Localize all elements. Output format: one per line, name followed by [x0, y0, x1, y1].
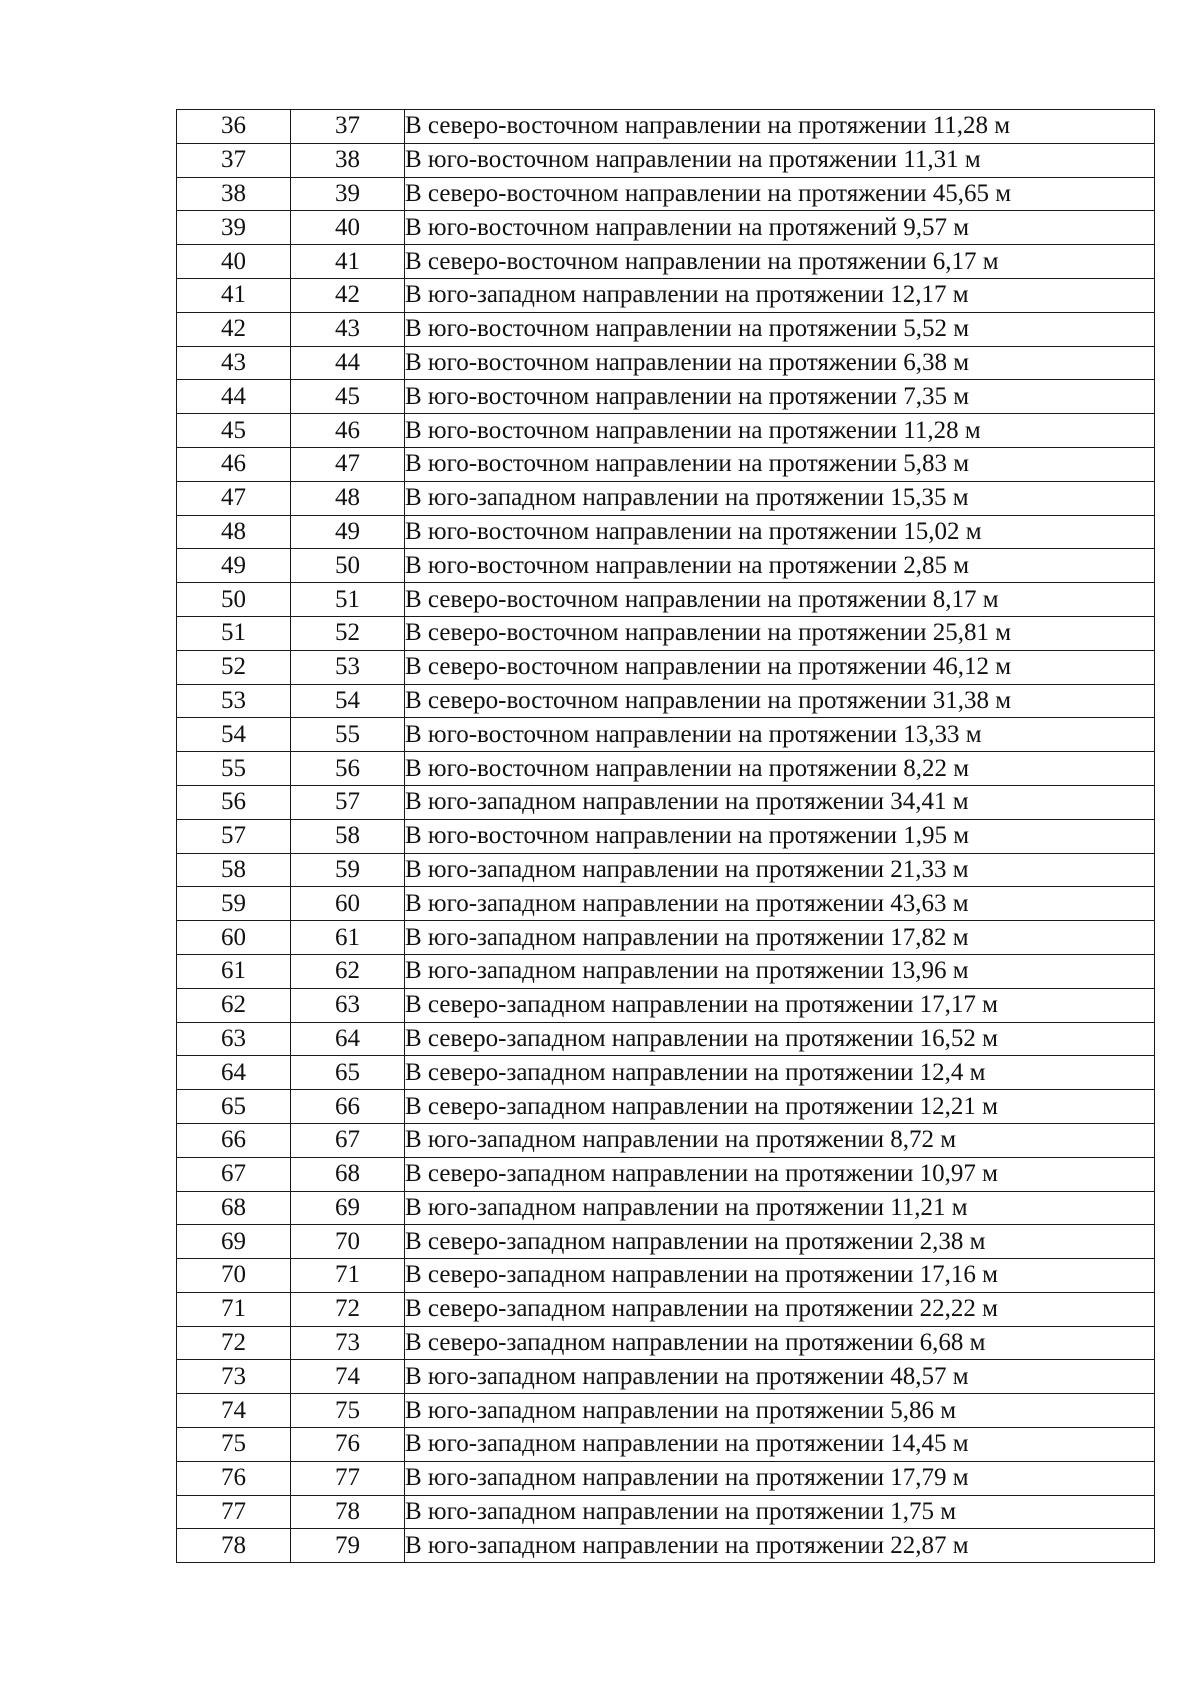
segment-description-cell: В северо-западном направлении на протяжении 10,97 м	[405, 1157, 1155, 1191]
point-from-cell: 36	[177, 110, 291, 144]
point-to-cell: 38	[291, 143, 405, 177]
point-from-cell: 70	[177, 1259, 291, 1293]
table-row	[177, 853, 1155, 887]
point-from-cell: 37	[177, 143, 291, 177]
segment-description-cell: В юго-западном направлении на протяжении 5,86 м	[405, 1394, 1155, 1428]
table-row	[177, 819, 1155, 853]
point-from-cell: 55	[177, 752, 291, 786]
point-from-cell: 44	[177, 380, 291, 414]
segment-description-cell: В юго-восточном направлении на протяжении 1,95 м	[405, 819, 1155, 853]
point-to-cell: 64	[291, 1022, 405, 1056]
point-to-cell: 69	[291, 1191, 405, 1225]
table-row	[177, 1191, 1155, 1225]
point-to-cell: 77	[291, 1461, 405, 1495]
table-row	[177, 245, 1155, 279]
point-to-cell: 45	[291, 380, 405, 414]
point-to-cell: 54	[291, 684, 405, 718]
segment-description-cell: В юго-восточном направлении на протяжении 8,22 м	[405, 752, 1155, 786]
segment-description-cell: В юго-западном направлении на протяжении 1,75 м	[405, 1495, 1155, 1529]
segment-description-cell: В юго-западном направлении на протяжении 15,35 м	[405, 481, 1155, 515]
segment-description-cell: В северо-западном направлении на протяжении 2,38 м	[405, 1225, 1155, 1259]
table-row	[177, 1123, 1155, 1157]
table-row	[177, 988, 1155, 1022]
segment-description-cell: В северо-западном направлении на протяжении 16,52 м	[405, 1022, 1155, 1056]
table-body	[177, 110, 1155, 1563]
point-from-cell: 78	[177, 1529, 291, 1563]
point-to-cell: 78	[291, 1495, 405, 1529]
point-to-cell: 66	[291, 1090, 405, 1124]
table-row	[177, 143, 1155, 177]
segment-description-cell: В северо-восточном направлении на протяжении 25,81 м	[405, 616, 1155, 650]
point-from-cell: 51	[177, 616, 291, 650]
point-from-cell: 47	[177, 481, 291, 515]
table-row	[177, 211, 1155, 245]
point-to-cell: 72	[291, 1292, 405, 1326]
segment-description-cell: В северо-восточном направлении на протяжении 11,28 м	[405, 110, 1155, 144]
table-row	[177, 346, 1155, 380]
point-to-cell: 71	[291, 1259, 405, 1293]
table-row	[177, 954, 1155, 988]
segment-description-cell: В юго-западном направлении на протяжении 34,41 м	[405, 785, 1155, 819]
point-from-cell: 72	[177, 1326, 291, 1360]
point-to-cell: 59	[291, 853, 405, 887]
segment-description-cell: В юго-западном направлении на протяжении 17,82 м	[405, 921, 1155, 955]
segment-description-cell: В северо-западном направлении на протяжении 12,4 м	[405, 1056, 1155, 1090]
point-from-cell: 46	[177, 447, 291, 481]
table-row	[177, 1360, 1155, 1394]
table-row	[177, 278, 1155, 312]
segment-description-cell: В юго-восточном направлении на протяжении 11,31 м	[405, 143, 1155, 177]
point-to-cell: 47	[291, 447, 405, 481]
segment-description-cell: В юго-западном направлении на протяжении 43,63 м	[405, 887, 1155, 921]
point-to-cell: 62	[291, 954, 405, 988]
point-to-cell: 39	[291, 177, 405, 211]
table-row	[177, 312, 1155, 346]
segment-description-cell: В северо-западном направлении на протяжении 12,21 м	[405, 1090, 1155, 1124]
point-from-cell: 68	[177, 1191, 291, 1225]
point-to-cell: 67	[291, 1123, 405, 1157]
point-from-cell: 54	[177, 718, 291, 752]
segment-description-cell: В северо-западном направлении на протяжении 22,22 м	[405, 1292, 1155, 1326]
segment-description-cell: В юго-западном направлении на протяжении 12,17 м	[405, 278, 1155, 312]
table-row	[177, 1495, 1155, 1529]
point-from-cell: 69	[177, 1225, 291, 1259]
table-row	[177, 1090, 1155, 1124]
table-row	[177, 1326, 1155, 1360]
point-from-cell: 66	[177, 1123, 291, 1157]
table-row	[177, 684, 1155, 718]
segment-description-cell: В северо-западном направлении на протяжении 17,16 м	[405, 1259, 1155, 1293]
segment-description-cell: В юго-восточном направлении на протяжении 13,33 м	[405, 718, 1155, 752]
segment-description-cell: В юго-восточном направлении на протяжении 5,83 м	[405, 447, 1155, 481]
segment-description-cell: В северо-западном направлении на протяжении 17,17 м	[405, 988, 1155, 1022]
table-row	[177, 887, 1155, 921]
point-to-cell: 52	[291, 616, 405, 650]
point-from-cell: 64	[177, 1056, 291, 1090]
point-from-cell: 61	[177, 954, 291, 988]
table-row	[177, 785, 1155, 819]
point-from-cell: 40	[177, 245, 291, 279]
segment-description-cell: В юго-восточном направлении на протяжении 2,85 м	[405, 549, 1155, 583]
table-row	[177, 110, 1155, 144]
table-row	[177, 1259, 1155, 1293]
table-row	[177, 414, 1155, 448]
segment-description-cell: В юго-западном направлении на протяжении 8,72 м	[405, 1123, 1155, 1157]
table-row	[177, 549, 1155, 583]
segment-description-cell: В юго-восточном направлении на протяжений 9,57 м	[405, 211, 1155, 245]
point-from-cell: 39	[177, 211, 291, 245]
point-to-cell: 51	[291, 583, 405, 617]
point-to-cell: 73	[291, 1326, 405, 1360]
segment-description-cell: В северо-восточном направлении на протяжении 31,38 м	[405, 684, 1155, 718]
point-to-cell: 68	[291, 1157, 405, 1191]
point-from-cell: 57	[177, 819, 291, 853]
point-from-cell: 76	[177, 1461, 291, 1495]
point-from-cell: 45	[177, 414, 291, 448]
point-to-cell: 76	[291, 1428, 405, 1462]
point-from-cell: 41	[177, 278, 291, 312]
point-from-cell: 77	[177, 1495, 291, 1529]
point-to-cell: 65	[291, 1056, 405, 1090]
table-row	[177, 1022, 1155, 1056]
point-to-cell: 61	[291, 921, 405, 955]
segment-description-cell: В юго-западном направлении на протяжении 22,87 м	[405, 1529, 1155, 1563]
segment-description-cell: В юго-западном направлении на протяжении 11,21 м	[405, 1191, 1155, 1225]
segment-description-cell: В северо-восточном направлении на протяжении 46,12 м	[405, 650, 1155, 684]
point-from-cell: 75	[177, 1428, 291, 1462]
point-from-cell: 73	[177, 1360, 291, 1394]
segment-description-cell: В северо-западном направлении на протяжении 6,68 м	[405, 1326, 1155, 1360]
point-from-cell: 53	[177, 684, 291, 718]
point-to-cell: 55	[291, 718, 405, 752]
point-to-cell: 60	[291, 887, 405, 921]
segment-description-cell: В юго-западном направлении на протяжении 14,45 м	[405, 1428, 1155, 1462]
table-row	[177, 1394, 1155, 1428]
point-to-cell: 58	[291, 819, 405, 853]
point-to-cell: 53	[291, 650, 405, 684]
segment-description-cell: В северо-восточном направлении на протяжении 6,17 м	[405, 245, 1155, 279]
point-to-cell: 79	[291, 1529, 405, 1563]
segment-description-cell: В юго-восточном направлении на протяжении 7,35 м	[405, 380, 1155, 414]
point-from-cell: 71	[177, 1292, 291, 1326]
point-to-cell: 48	[291, 481, 405, 515]
table-row	[177, 1461, 1155, 1495]
table-row	[177, 1529, 1155, 1563]
segment-description-cell: В юго-западном направлении на протяжении 21,33 м	[405, 853, 1155, 887]
table-row	[177, 1292, 1155, 1326]
boundary-description-table	[176, 109, 1155, 1563]
point-from-cell: 67	[177, 1157, 291, 1191]
point-to-cell: 56	[291, 752, 405, 786]
point-from-cell: 38	[177, 177, 291, 211]
point-to-cell: 42	[291, 278, 405, 312]
segment-description-cell: В юго-восточном направлении на протяжении 6,38 м	[405, 346, 1155, 380]
point-from-cell: 59	[177, 887, 291, 921]
point-from-cell: 63	[177, 1022, 291, 1056]
table-row	[177, 447, 1155, 481]
segment-description-cell: В юго-западном направлении на протяжении 17,79 м	[405, 1461, 1155, 1495]
segment-description-cell: В юго-восточном направлении на протяжении 5,52 м	[405, 312, 1155, 346]
point-from-cell: 62	[177, 988, 291, 1022]
point-from-cell: 49	[177, 549, 291, 583]
point-to-cell: 70	[291, 1225, 405, 1259]
segment-description-cell: В северо-восточном направлении на протяжении 45,65 м	[405, 177, 1155, 211]
point-from-cell: 65	[177, 1090, 291, 1124]
point-to-cell: 49	[291, 515, 405, 549]
point-to-cell: 43	[291, 312, 405, 346]
point-to-cell: 37	[291, 110, 405, 144]
table-row	[177, 1157, 1155, 1191]
table-row	[177, 1056, 1155, 1090]
segment-description-cell: В юго-восточном направлении на протяжении 15,02 м	[405, 515, 1155, 549]
point-from-cell: 74	[177, 1394, 291, 1428]
segment-description-cell: В юго-западном направлении на протяжении 48,57 м	[405, 1360, 1155, 1394]
point-to-cell: 40	[291, 211, 405, 245]
point-to-cell: 74	[291, 1360, 405, 1394]
point-from-cell: 52	[177, 650, 291, 684]
point-from-cell: 42	[177, 312, 291, 346]
point-to-cell: 44	[291, 346, 405, 380]
table-row	[177, 1225, 1155, 1259]
table-row	[177, 481, 1155, 515]
point-to-cell: 46	[291, 414, 405, 448]
table-row	[177, 752, 1155, 786]
table-row	[177, 177, 1155, 211]
table-row	[177, 1428, 1155, 1462]
point-to-cell: 57	[291, 785, 405, 819]
table-row	[177, 718, 1155, 752]
point-from-cell: 56	[177, 785, 291, 819]
table-row	[177, 515, 1155, 549]
point-to-cell: 63	[291, 988, 405, 1022]
point-from-cell: 50	[177, 583, 291, 617]
point-from-cell: 48	[177, 515, 291, 549]
point-from-cell: 43	[177, 346, 291, 380]
point-to-cell: 50	[291, 549, 405, 583]
point-from-cell: 58	[177, 853, 291, 887]
table-row	[177, 380, 1155, 414]
point-to-cell: 75	[291, 1394, 405, 1428]
segment-description-cell: В северо-восточном направлении на протяжении 8,17 м	[405, 583, 1155, 617]
table-row	[177, 616, 1155, 650]
segment-description-cell: В юго-восточном направлении на протяжении 11,28 м	[405, 414, 1155, 448]
table-row	[177, 583, 1155, 617]
table-row	[177, 650, 1155, 684]
point-from-cell: 60	[177, 921, 291, 955]
segment-description-cell: В юго-западном направлении на протяжении 13,96 м	[405, 954, 1155, 988]
point-to-cell: 41	[291, 245, 405, 279]
table-row	[177, 921, 1155, 955]
